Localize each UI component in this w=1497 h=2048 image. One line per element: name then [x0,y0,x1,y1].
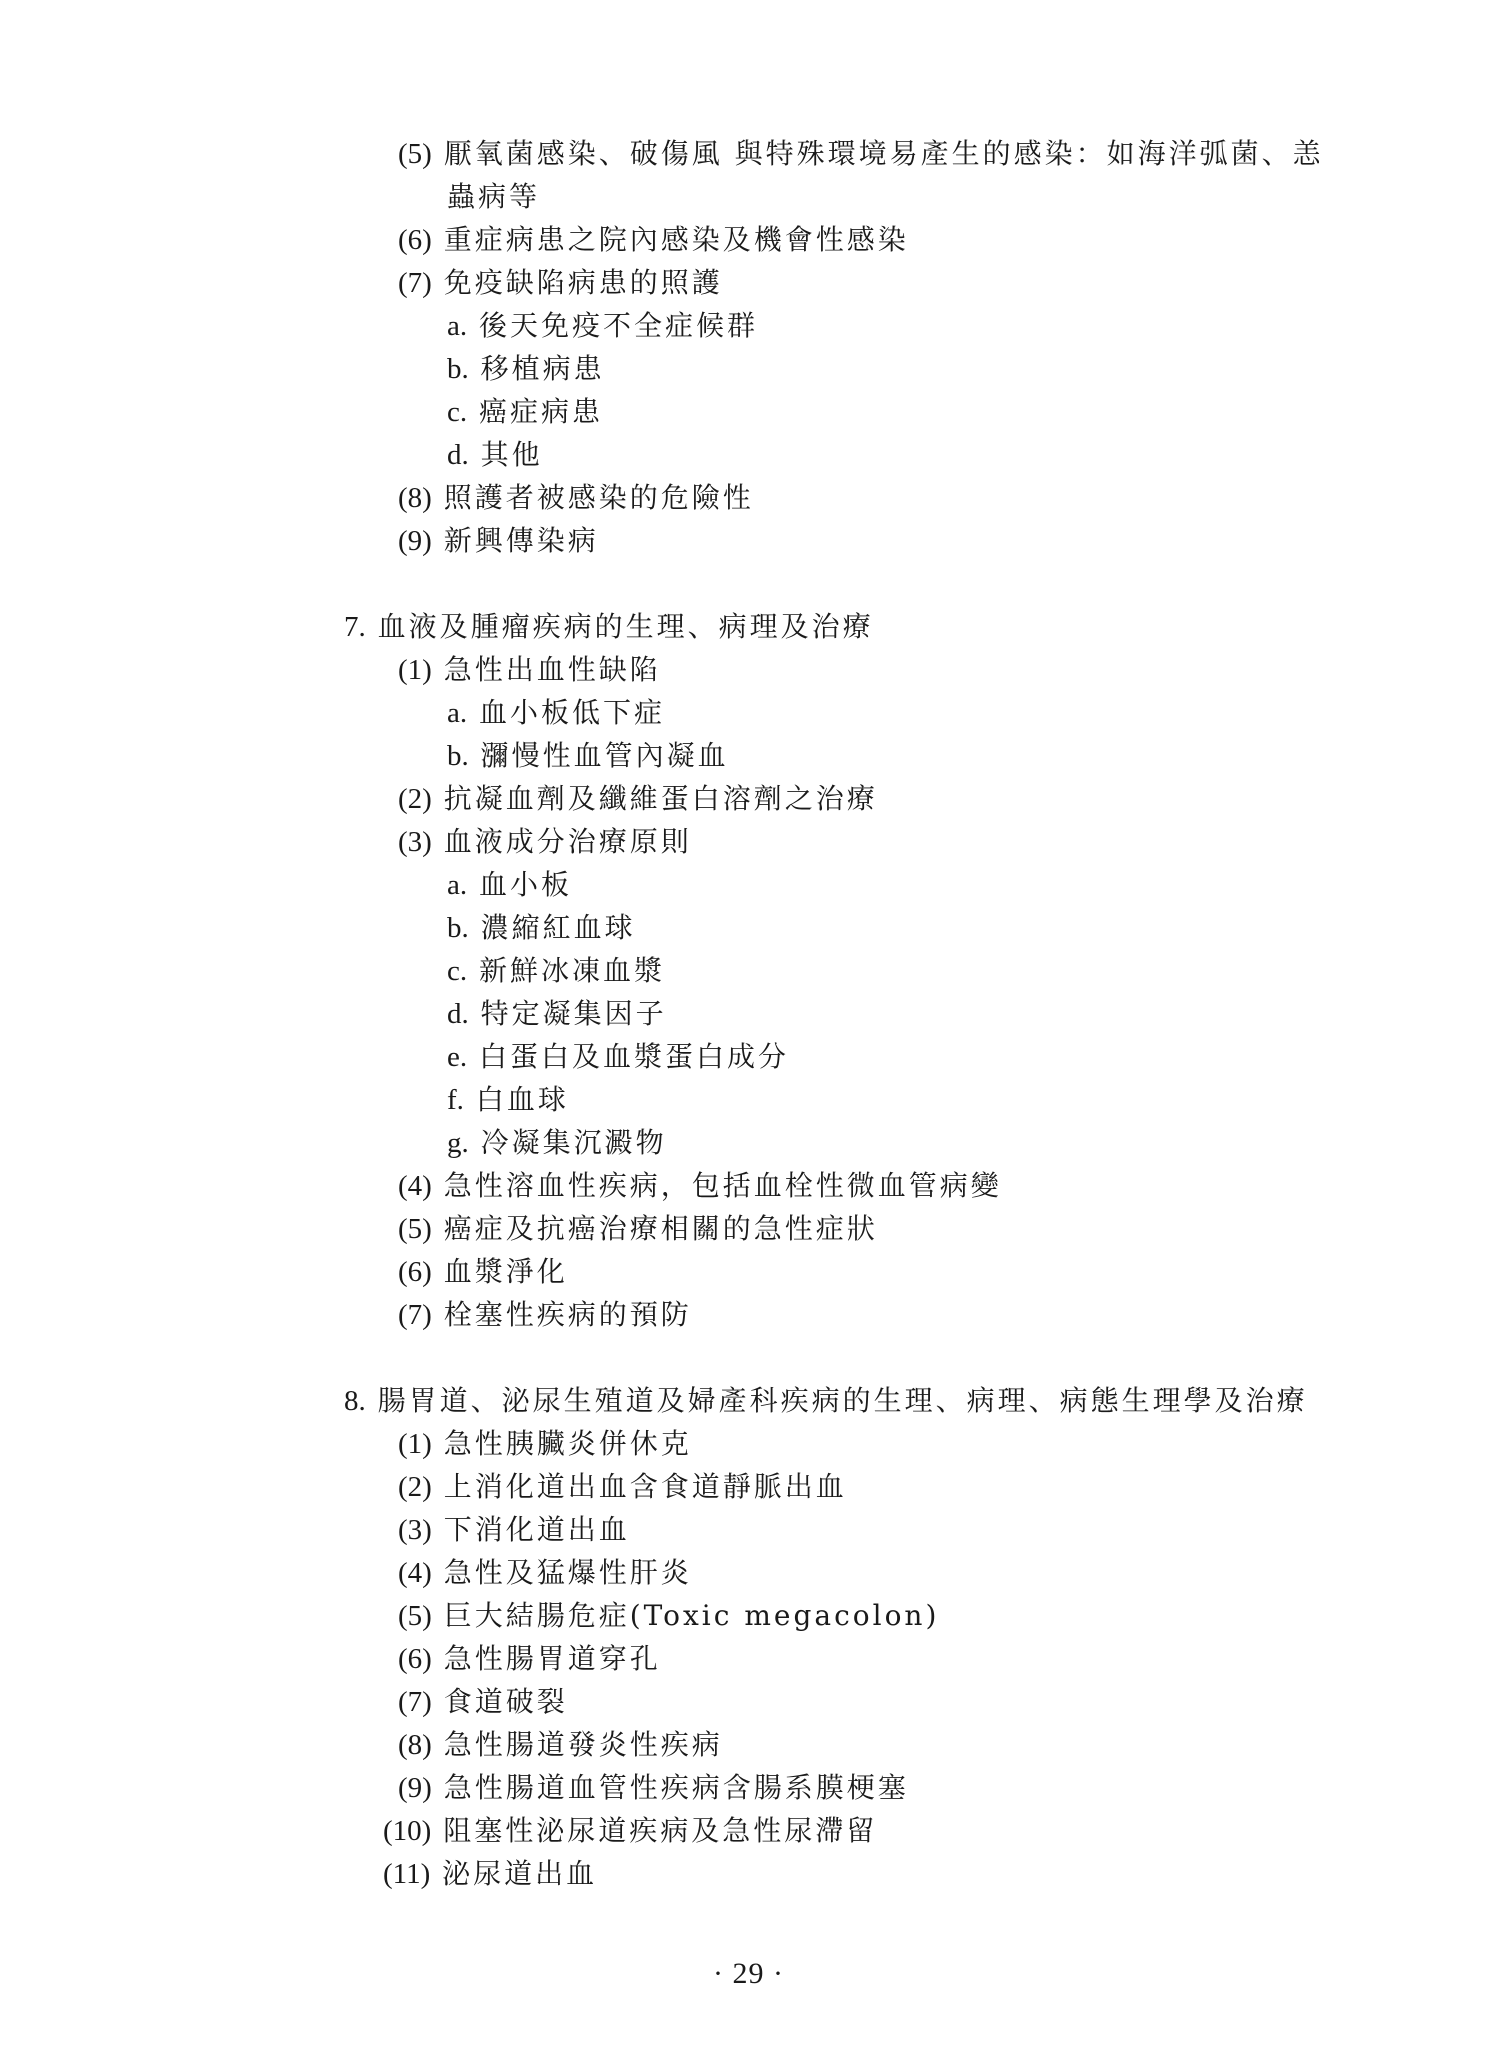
item-number: (2) [398,783,432,815]
item-number: g. [447,1127,469,1159]
item-number: c. [447,396,468,428]
item-text: 瀰慢性血管內凝血 [480,739,729,772]
item-number: (8) [398,482,432,514]
item-number: (9) [398,1772,432,1804]
item-9-infection [398,524,599,558]
item-number: (7) [398,1299,432,1331]
item-number: b. [447,353,469,385]
item-text: 新鮮冰凍血漿 [479,954,666,987]
section-title: 血液及腫瘤疾病的生理、病理及治療 [377,610,874,643]
item-text: 血液成分治療原則 [443,825,692,858]
subitem-a [447,309,758,343]
item-number: (6) [398,1643,432,1675]
item-number: d. [447,439,469,471]
item-text: 血小板 [479,868,573,901]
item-text: 蟲病等 [447,180,541,213]
item-number: (8) [398,1729,432,1761]
item-number: (3) [398,1514,432,1546]
item-text: 移植病患 [480,352,605,385]
item-text: 其他 [480,438,543,471]
item-number: a. [447,869,468,901]
item-number: (5) [398,1600,432,1632]
subitem-b [447,739,729,773]
item-5-infection [398,137,1324,171]
item-text: 厭氧菌感染、破傷風 與特殊環境易產生的感染：如海洋弧菌、恙 [443,137,1324,170]
item-text: 阻塞性泌尿道疾病及急性尿滯留 [443,1814,878,1847]
item-number: (1) [398,654,432,686]
item-10-gi [383,1814,877,1848]
subitem-d [447,438,543,472]
item-text: 重症病患之院內感染及機會性感染 [443,223,909,256]
item-text: 特定凝集因子 [480,997,667,1030]
subitem-b [447,352,605,386]
item-number: (6) [398,224,432,256]
item-number: (7) [398,267,432,299]
item-1-gi [398,1427,692,1461]
subitem-a [447,696,665,730]
subitem-g [447,1126,667,1160]
subitem-f [447,1083,569,1117]
item-text: 照護者被感染的危險性 [443,481,754,514]
item-text: 急性溶血性疾病，包括血栓性微血管病變 [443,1169,1002,1202]
item-8-gi [398,1728,723,1762]
section-8-heading [344,1384,1308,1418]
item-number: (2) [398,1471,432,1503]
item-4-blood [398,1169,1002,1203]
section-number: 8. [344,1385,366,1417]
item-9-gi [398,1771,909,1805]
item-text: 免疫缺陷病患的照護 [443,266,723,299]
item-number: d. [447,998,469,1030]
item-5-gi [398,1599,939,1633]
item-number: (4) [398,1557,432,1589]
item-number: f. [447,1084,464,1116]
item-text: 泌尿道出血 [442,1857,598,1890]
item-text: 新興傳染病 [443,524,599,557]
item-number: b. [447,912,469,944]
item-3-gi [398,1513,630,1547]
item-1-blood [398,653,661,687]
subitem-d [447,997,667,1031]
item-7-gi [398,1685,568,1719]
item-text: 濃縮紅血球 [480,911,636,944]
item-text: 食道破裂 [443,1685,568,1718]
item-text: 巨大結腸危症(Toxic megacolon) [443,1599,940,1632]
subitem-c [447,395,603,429]
item-text: 急性腸道發炎性疾病 [443,1728,723,1761]
item-number: (1) [398,1428,432,1460]
item-text: 癌症病患 [479,395,604,428]
subitem-c [447,954,665,988]
item-6-infection [398,223,909,257]
item-number: a. [447,310,468,342]
item-6-gi [398,1642,661,1676]
item-number: b. [447,740,469,772]
section-title: 腸胃道、泌尿生殖道及婦產科疾病的生理、病理、病態生理學及治療 [377,1384,1308,1417]
item-text: 後天免疫不全症候群 [479,309,759,342]
item-number: (6) [398,1256,432,1288]
item-7-infection [398,266,723,300]
item-number: c. [447,955,468,987]
subitem-a [447,868,572,902]
item-number: (3) [398,826,432,858]
item-text: 血漿淨化 [443,1255,568,1288]
item-number: (7) [398,1686,432,1718]
item-6-blood [398,1255,568,1289]
subitem-b [447,911,636,945]
item-text: 急性出血性缺陷 [443,653,661,686]
item-number: e. [447,1041,468,1073]
item-text: 白蛋白及血漿蛋白成分 [479,1040,790,1073]
section-number: 7. [344,611,366,643]
item-text: 冷凝集沉澱物 [480,1126,667,1159]
item-2-blood [398,782,878,816]
page-number: · 29 · [713,1957,784,1990]
item-text: 下消化道出血 [443,1513,630,1546]
item-number: (10) [383,1815,432,1847]
item-11-gi [383,1857,597,1891]
item-number: (5) [398,1213,432,1245]
item-text: 血小板低下症 [479,696,666,729]
item-text: 抗凝血劑及纖維蛋白溶劑之治療 [443,782,878,815]
item-5-continuation [447,180,540,214]
item-text: 急性胰臟炎併休克 [443,1427,692,1460]
item-text: 白血球 [475,1083,569,1116]
item-text: 癌症及抗癌治療相關的急性症狀 [443,1212,878,1245]
item-number: (9) [398,525,432,557]
item-4-gi [398,1556,692,1590]
item-text: 急性腸胃道穿孔 [443,1642,661,1675]
subitem-e [447,1040,789,1074]
item-text: 急性腸道血管性疾病含腸系膜梗塞 [443,1771,909,1804]
item-number: a. [447,697,468,729]
item-text: 上消化道出血含食道靜脈出血 [443,1470,847,1503]
item-number: (5) [398,138,432,170]
item-number: (11) [383,1858,431,1890]
item-text: 急性及猛爆性肝炎 [443,1556,692,1589]
item-text: 栓塞性疾病的預防 [443,1298,692,1331]
section-7-heading [344,610,874,644]
item-5-blood [398,1212,878,1246]
item-2-gi [398,1470,847,1504]
item-8-infection [398,481,754,515]
item-7-blood [398,1298,692,1332]
item-3-blood [398,825,692,859]
item-number: (4) [398,1170,432,1202]
